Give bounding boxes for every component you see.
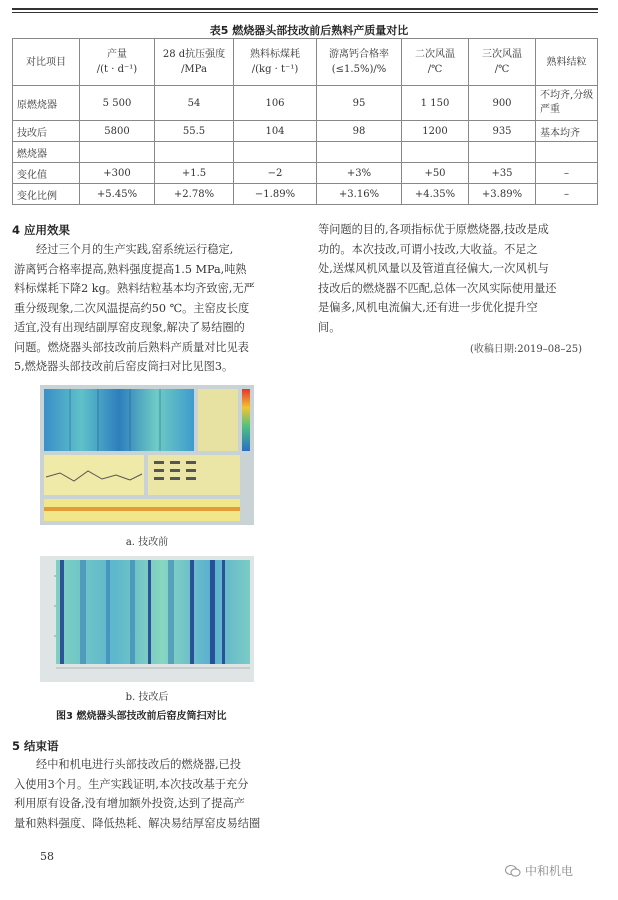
figure-a-image — [40, 385, 254, 525]
table-cell: 技改后 — [13, 121, 80, 142]
table-cell: 原燃烧器 — [13, 86, 80, 121]
section5-heading: 5 结束语 — [12, 739, 59, 753]
section4-heading: 4 应用效果 — [12, 223, 71, 237]
table-cell: – — [536, 184, 598, 205]
paragraph-line: 量和熟料强度、降低热耗、解决易结厚窑皮易结圈 — [14, 816, 261, 830]
table-cell: −2 — [234, 163, 317, 184]
table-cell: +1.5 — [155, 163, 234, 184]
table-cell — [317, 142, 402, 163]
table-caption: 表5 燃烧器头部技改前后熟料产质量对比 — [209, 24, 409, 37]
table-row — [13, 184, 598, 205]
table-cell — [155, 142, 234, 163]
table-header-row — [13, 39, 598, 86]
paragraph-line: 入使用3个月。生产实践证明,本次技改基于充分 — [14, 777, 249, 791]
figure-b-caption: b. 技改后 — [125, 692, 169, 703]
paragraph-line: 经中和机电进行头部技改后的燃烧器,已投 — [36, 758, 241, 771]
table-cell: 935 — [469, 121, 536, 142]
wechat-icon — [505, 864, 521, 878]
paragraph-line: 功的。本次技改,可谓小技改,大收益。不足之 — [318, 242, 538, 256]
table-cell: 54 — [155, 86, 234, 121]
figure-a-caption: a. 技改前 — [125, 537, 169, 548]
table-cell: 95 — [317, 86, 402, 121]
paragraph-line: 重分级现象,二次风温提高约50 ℃。主窑皮长度 — [14, 301, 250, 315]
paragraph-line: 5,燃烧器头部技改前后窑皮筒扫对比见图3。 — [14, 360, 234, 373]
table-cell: 基本均齐 — [536, 121, 598, 142]
table-cell: +4.35% — [402, 184, 469, 205]
header-coal: 熟料标煤耗 /(kg · t⁻¹) — [234, 39, 317, 86]
paragraph-line: 游离钙合格率提高,熟料强度提高1.5 MPa,吨熟 — [14, 262, 247, 276]
kiln-scan-before-illustration — [40, 385, 254, 525]
top-rule — [12, 8, 598, 10]
table-cell: 变化值 — [13, 163, 80, 184]
table-cell: 98 — [317, 121, 402, 142]
figure-b-image — [40, 556, 254, 682]
table-cell — [469, 142, 536, 163]
section5-body — [14, 755, 304, 833]
paragraph-line: 问题。燃烧器头部技改前后熟料产质量对比见表 — [14, 340, 249, 354]
table-cell: −1.89% — [234, 184, 317, 205]
table-cell: +3% — [317, 163, 402, 184]
header-output: 产量 /(t · d⁻¹) — [80, 39, 155, 86]
table-cell: 不均齐,分级严重 — [536, 86, 598, 121]
table-cell: +5.45% — [80, 184, 155, 205]
paragraph-line: 处,送煤风机风量以及管道直径偏大,一次风机与 — [318, 262, 549, 275]
header-fcao: 游离钙合格率 (≤1.5%)/% — [317, 39, 402, 86]
table-row — [13, 163, 598, 184]
figure-caption: 图3 燃烧器头部技改前后窑皮筒扫对比 — [56, 711, 227, 722]
kiln-scan-after-illustration — [40, 556, 254, 682]
table-row — [13, 121, 598, 142]
table-cell: 5800 — [80, 121, 155, 142]
table-row — [13, 142, 598, 163]
paragraph-line: 间。 — [318, 320, 341, 334]
table-cell — [234, 142, 317, 163]
paragraph-line: 是偏多,风机电流偏大,还有进一步优化提升空 — [318, 301, 538, 314]
watermark — [505, 862, 573, 879]
paragraph-line: 料标煤耗下降2 kg。熟料结粒基本均齐致密,无严 — [14, 282, 255, 295]
right-column-body — [318, 220, 608, 337]
table-cell: +300 — [80, 163, 155, 184]
table-cell: +2.78% — [155, 184, 234, 205]
table-cell: +50 — [402, 163, 469, 184]
paragraph-line: 经过三个月的生产实践,窑系统运行稳定, — [36, 243, 234, 256]
header-strength: 28 d抗压强度 /MPa — [155, 39, 234, 86]
paragraph-line: 适宜,没有出现结副厚窑皮现象,解决了易结圈的 — [14, 321, 245, 334]
section4-body — [14, 240, 304, 377]
header-item: 对比项目 — [13, 39, 80, 86]
table-cell: +35 — [469, 163, 536, 184]
table-row — [13, 86, 598, 121]
table-cell: 1200 — [402, 121, 469, 142]
table-cell: 1 150 — [402, 86, 469, 121]
header-secondary-air: 二次风温 /℃ — [402, 39, 469, 86]
top-rule-thin — [12, 12, 598, 13]
table-cell: 104 — [234, 121, 317, 142]
page-number: 58 — [40, 850, 54, 863]
header-granulation: 熟料结粒 — [536, 39, 598, 86]
table-cell: 55.5 — [155, 121, 234, 142]
table-cell: 变化比例 — [13, 184, 80, 205]
paragraph-line: 等问题的目的,各项指标优于原燃烧器,技改是成 — [318, 223, 549, 236]
table-cell: – — [536, 163, 598, 184]
watermark-text: 中和机电 — [525, 864, 574, 878]
paragraph-line: 利用原有设备,没有增加额外投资,达到了提高产 — [14, 797, 245, 810]
table-cell: 900 — [469, 86, 536, 121]
table-cell: 5 500 — [80, 86, 155, 121]
paragraph-line: 技改后的燃烧器不匹配,总体一次风实际使用量还 — [318, 281, 557, 295]
table-cell — [80, 142, 155, 163]
header-tertiary-air: 三次风温 /℃ — [469, 39, 536, 86]
table-cell: +3.89% — [469, 184, 536, 205]
comparison-table — [12, 38, 598, 205]
table-cell: 106 — [234, 86, 317, 121]
received-date: (收稿日期:2019–08–25) — [470, 344, 583, 355]
table-cell — [536, 142, 598, 163]
table-cell — [402, 142, 469, 163]
table-cell: +3.16% — [317, 184, 402, 205]
table-cell: 燃烧器 — [13, 142, 80, 163]
